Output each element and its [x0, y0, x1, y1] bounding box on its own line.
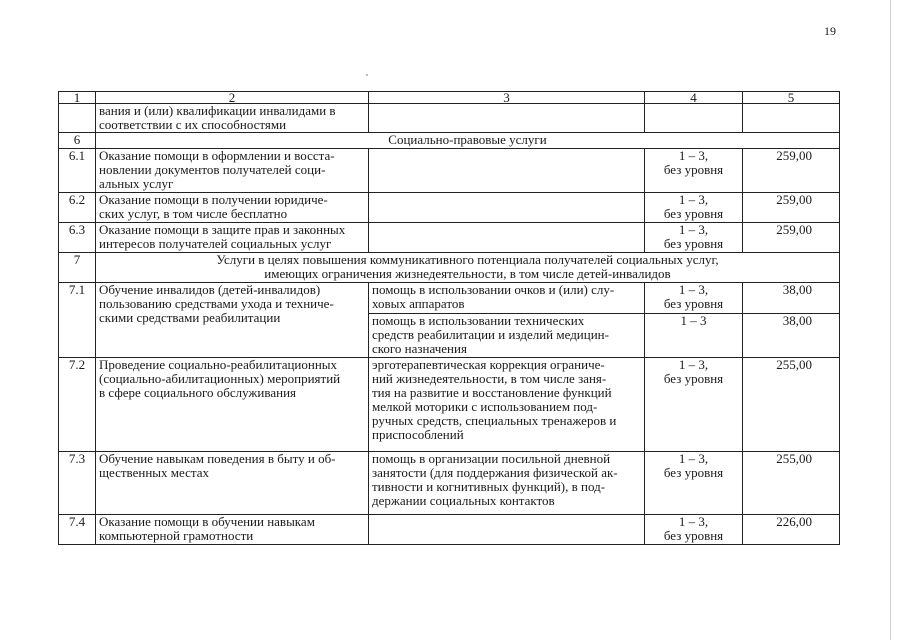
continuation-service — [96, 104, 369, 133]
scan-dot — [366, 74, 368, 76]
row-7-1-a-price: 38,00 — [743, 283, 840, 314]
table-row — [59, 358, 840, 452]
section-7-title — [96, 253, 840, 283]
row-7-3-service — [96, 452, 369, 515]
row-6-2-num: 6.2 — [59, 193, 96, 223]
page-number: 19 — [824, 24, 836, 38]
section-7-title-text: Услуги в целях повышения коммуникативного потенциала получателей социальных услуг, имеющих ограничения жизнедеятельности, в том числе детей-инвалидов — [216, 252, 719, 281]
row-7-1-service — [96, 283, 369, 358]
section-6-title: Социально-правовые услуги — [96, 133, 840, 149]
row-7-1-a-content — [369, 283, 645, 314]
row-7-2-num: 7.2 — [59, 358, 96, 452]
row-6-1-service — [96, 149, 369, 193]
table-row — [59, 149, 840, 193]
row-6-2-content — [369, 193, 645, 223]
row-6-3-num: 6.3 — [59, 223, 96, 253]
continuation-content — [369, 104, 645, 133]
row-7-2-content — [369, 358, 645, 452]
section-row-7 — [59, 253, 840, 283]
continuation-num — [59, 104, 96, 133]
section-7-num: 7 — [59, 253, 96, 283]
table-row — [59, 193, 840, 223]
row-6-3-level — [645, 223, 743, 253]
section-6-num: 6 — [59, 133, 96, 149]
row-6-3-service-text: Оказание помощи в защите прав и законных интересов получателей социальных услуг — [99, 222, 346, 251]
row-7-4-level — [645, 515, 743, 545]
services-table — [58, 91, 840, 545]
section-row-6 — [59, 133, 840, 149]
table-row — [59, 223, 840, 253]
row-6-1-price: 259,00 — [743, 149, 840, 193]
row-6-3-service — [96, 223, 369, 253]
row-6-2-service — [96, 193, 369, 223]
continuation-service-text: вания и (или) квалификации инвалидами в соответствии с их способностями — [99, 103, 336, 132]
row-7-3-level-text: 1 – 3, без уровня — [663, 451, 724, 480]
row-6-2-service-text: Оказание помощи в получении юридиче- ских услуг, в том числе бесплатно — [99, 192, 328, 221]
continuation-level — [645, 104, 743, 133]
continuation-row — [59, 104, 840, 133]
row-7-4-num: 7.4 — [59, 515, 96, 545]
table-row — [59, 452, 840, 515]
row-7-1-b-content-text: помощь в использовании технических средств реабилитации и изделий медицин- ского назначения — [372, 313, 609, 356]
row-6-2-level-text: 1 – 3, без уровня — [663, 192, 724, 221]
table-row — [59, 515, 840, 545]
row-7-3-content — [369, 452, 645, 515]
header-col-2: 2 — [96, 92, 369, 104]
header-col-5: 5 — [743, 92, 840, 104]
row-7-4-content — [369, 515, 645, 545]
row-7-1-b-price: 38,00 — [743, 314, 840, 358]
row-6-1-content — [369, 149, 645, 193]
row-7-1-b-level — [645, 314, 743, 358]
row-7-1-service-text: Обучение инвалидов (детей-инвалидов) пользованию средствами ухода и техниче- скими средствами реабилитации — [99, 282, 334, 325]
row-7-2-price: 255,00 — [743, 358, 840, 452]
continuation-price — [743, 104, 840, 133]
row-7-4-service-text: Оказание помощи в обучении навыкам компьютерной грамотности — [99, 514, 315, 543]
header-col-1: 1 — [59, 92, 96, 104]
header-col-3: 3 — [369, 92, 645, 104]
row-7-2-service — [96, 358, 369, 452]
row-7-3-num: 7.3 — [59, 452, 96, 515]
row-6-2-price: 259,00 — [743, 193, 840, 223]
row-6-1-level — [645, 149, 743, 193]
row-7-1-b-level-text: 1 – 3 — [680, 313, 707, 328]
row-7-1-a-level-text: 1 – 3, без уровня — [663, 282, 724, 311]
row-7-1-a-level — [645, 283, 743, 314]
row-7-3-content-text: помощь в организации посильной дневной занятости (для поддержания физической ак- тивности и когнитивных функций), в под- держании социальных контактов — [372, 451, 618, 508]
row-7-4-price: 226,00 — [743, 515, 840, 545]
row-6-2-level — [645, 193, 743, 223]
row-7-1-a-content-text: помощь в использовании очков и (или) слу- ховых аппаратов — [372, 282, 615, 311]
row-7-4-level-text: 1 – 3, без уровня — [663, 514, 724, 543]
row-7-3-level — [645, 452, 743, 515]
row-7-3-price: 255,00 — [743, 452, 840, 515]
row-7-3-service-text: Обучение навыкам поведения в быту и об- щественных местах — [99, 451, 336, 480]
row-7-2-level-text: 1 – 3, без уровня — [663, 357, 724, 386]
row-7-1-num: 7.1 — [59, 283, 96, 358]
header-col-4: 4 — [645, 92, 743, 104]
row-6-1-service-text: Оказание помощи в оформлении и восста- новлении документов получателей соци- альных услуг — [99, 148, 335, 191]
row-7-2-content-text: эрготерапевтическая коррекция ограниче- ний жизнедеятельности, в том числе заня- тия на развитие и восстановление функций мелкой моторики с использованием под- ручных средств, специальных тренажеров и приспособлений — [372, 357, 617, 442]
row-6-1-num: 6.1 — [59, 149, 96, 193]
row-6-3-price: 259,00 — [743, 223, 840, 253]
row-6-3-content — [369, 223, 645, 253]
row-6-1-level-text: 1 – 3, без уровня — [663, 148, 724, 177]
row-7-4-service — [96, 515, 369, 545]
table-row — [59, 283, 840, 314]
row-7-1-b-content — [369, 314, 645, 358]
scan-edge-line — [890, 0, 891, 640]
row-7-2-service-text: Проведение социально-реабилитационных (социально-абилитационных) мероприятий в сфере социального обслуживания — [99, 357, 341, 400]
row-6-3-level-text: 1 – 3, без уровня — [663, 222, 724, 251]
header-row — [59, 92, 840, 104]
row-7-2-level — [645, 358, 743, 452]
